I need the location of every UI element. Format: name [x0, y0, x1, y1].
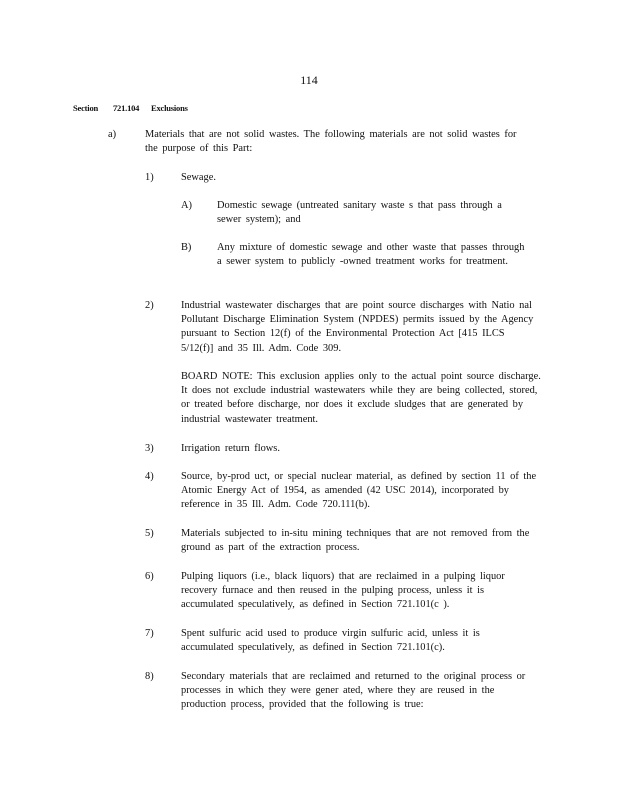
board-note: BOARD NOTE: This exclusion applies only to the actual point source discharge. It does not exclude industrial wastewaters while they are being collected, stored, or treated before discharge, nor does it exclude sludges that are generated by industrial wastewater treatment.	[181, 371, 541, 425]
item-1a-text: Domestic sewage (untreated sanitary waste s that pass through a sewer system); and	[217, 200, 502, 226]
item-1-marker: 1)	[145, 172, 154, 183]
item-5-marker: 5)	[145, 528, 154, 539]
item-5-text: Materials subjected to in-situ mining techniques that are not removed from the ground as part of the extraction process.	[181, 528, 530, 554]
subsection-a-text: Materials that are not solid wastes. The following materials are not solid wastes for the purpose of this Part:	[145, 129, 517, 155]
item-8-text: Secondary materials that are reclaimed and returned to the original process or processes in which they were gener ated, where they are reused in the production process, provided that the following is true:	[181, 671, 526, 711]
item-6-marker: 6)	[145, 571, 154, 582]
item-2-marker: 2)	[145, 300, 154, 311]
item-2-text: Industrial wastewater discharges that are point source discharges with Natio nal Pollutant Discharge Elimination System (NPDES) permits issued by the Agency pursuant to Section 12(f) of the Environmental Protection Act [415 ILCS 5/12(f)] and 35 Ill. Adm. Code 309.	[181, 300, 534, 354]
item-1b-text: Any mixture of domestic sewage and other waste that passes through a sewer system to publicly -owned treatment works for treatment.	[217, 242, 525, 268]
item-8-marker: 8)	[145, 671, 154, 682]
item-3-text: Irrigation return flows.	[181, 443, 280, 454]
subsection-a-marker: a)	[108, 129, 117, 140]
section-number: 721.104	[113, 103, 140, 113]
item-7-text: Spent sulfuric acid used to produce virgin sulfuric acid, unless it is accumulated speculatively, as defined in Section 721.101(c).	[181, 628, 480, 654]
item-1-text: Sewage.	[181, 172, 216, 183]
item-1b-marker: B)	[181, 242, 192, 253]
section-heading	[73, 101, 188, 115]
item-1a-marker: A)	[181, 200, 192, 211]
section-title: Exclusions	[151, 103, 188, 113]
item-6-text: Pulping liquors (i.e., black liquors) that are reclaimed in a pulping liquor recovery furnace and then reused in the pulping process, unless it is accumulated speculatively, as defined in Section 721.101(c ).	[181, 571, 505, 611]
item-3-marker: 3)	[145, 443, 154, 454]
page-number: 114	[300, 73, 318, 87]
section-label: Section	[73, 103, 99, 113]
item-4-marker: 4)	[145, 471, 154, 482]
item-4-text: Source, by-prod uct, or special nuclear material, as defined by section 11 of the Atomic Energy Act of 1954, as amended (42 USC 2014), incorporated by reference in 35 Ill. Adm. Code 720.111(b).	[181, 471, 537, 511]
item-7-marker: 7)	[145, 628, 154, 639]
